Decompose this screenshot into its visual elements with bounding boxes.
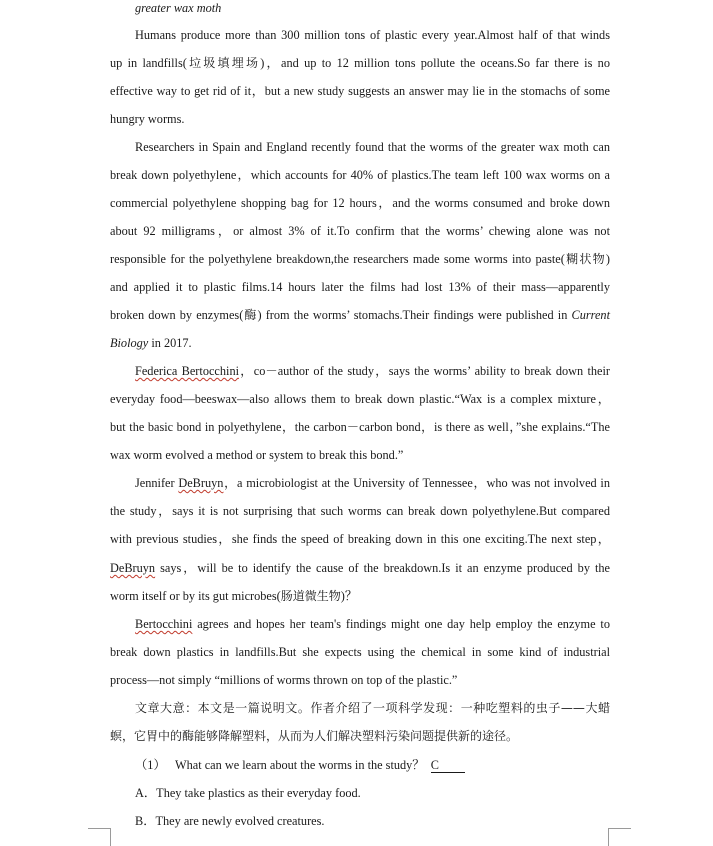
- text-span: in 2017.: [148, 336, 192, 350]
- text-line: break down plastics in landfills.But she expects using the chemical in some kind of industrial: [110, 645, 610, 659]
- text-line: [135, 363, 610, 379]
- text-line: [135, 475, 610, 491]
- text-span: Jennifer: [135, 476, 179, 490]
- journal-name: Current: [571, 308, 610, 322]
- chinese-gloss: 肠道微生物: [280, 589, 341, 603]
- text-line: [110, 251, 610, 267]
- answer-blank: C: [431, 758, 465, 773]
- text-line: hungry worms.: [110, 112, 185, 126]
- text-span: )？: [340, 589, 358, 603]
- text-span: worm itself or by its gut microbes(: [110, 589, 281, 603]
- text-line: and applied it to plastic films.14 hours later the films had lost 13% of their mass—apparently: [110, 280, 610, 294]
- summary-line: 文章大意：本文是一篇说明文。作者介绍了一项科学发现：一种吃塑料的虫子——大蜡: [135, 701, 610, 715]
- text-line: with previous studies，she finds the speed of breaking down in this one exciting.The next step，: [110, 532, 610, 546]
- text-line: [110, 335, 610, 351]
- summary-line: 螟，它胃中的酶能够降解塑料，从而为人们解决塑料污染问题提供新的途径。: [110, 729, 519, 743]
- text-span: agrees and hopes her team's findings might one day help employ the enzyme to: [192, 617, 610, 631]
- question-line: [135, 757, 610, 773]
- margin-corner-mark: [88, 828, 111, 846]
- spellcheck-name: DeBruyn: [178, 476, 224, 490]
- question-stem: What can we learn about the worms in the study？: [174, 758, 425, 772]
- text-line: [135, 616, 610, 632]
- text-line: [110, 55, 610, 71]
- text-line: break down polyethylene，which accounts for 40% of plastics.The team left 100 wax worms on a: [110, 168, 610, 182]
- chinese-gloss: 糊状物: [564, 252, 606, 266]
- text-line: [110, 588, 610, 604]
- option-b: B．They are newly evolved creatures.: [135, 814, 325, 828]
- text-line: greater wax moth: [135, 1, 222, 15]
- spellcheck-name: Bertocchini: [135, 617, 193, 631]
- spellcheck-name: DeBruyn: [110, 561, 156, 575]
- text-line: [110, 560, 610, 576]
- chinese-gloss: 垃圾填埋场: [186, 56, 261, 70]
- text-span: ) from the worms’ stomachs.Their findings were published in: [257, 308, 572, 322]
- text-span: ): [260, 56, 265, 70]
- question-number: （1）: [135, 758, 166, 772]
- text-line: everyday food—beeswax—also allows them to break down plastic.“Wax is a complex mixture，: [110, 392, 610, 406]
- text-line: [110, 307, 610, 323]
- text-span: ，a microbiologist at the University of Tennessee，who was not involved in: [223, 476, 610, 490]
- text-line: Researchers in Spain and England recently found that the worms of the greater wax moth can: [135, 140, 610, 154]
- spellcheck-name: Federica Bertocchini: [135, 364, 240, 378]
- text-line: effective way to get rid of it，but a new study suggests an answer may lie in the stomachs of some: [110, 84, 610, 98]
- text-span: ，and up to 12 million tons pollute the oceans.So far there is no: [264, 56, 610, 70]
- text-span: broken down by enzymes(: [110, 308, 244, 322]
- text-line: but the basic bond in polyethylene，the carbon－carbon bond，is there as well，”she explains.“The: [110, 420, 610, 434]
- text-line: the study，says it is not surprising that such worms can break down polyethylene.But compared: [110, 504, 610, 518]
- margin-corner-mark: [608, 828, 631, 846]
- text-line: process—not simply “millions of worms thrown on top of the plastic.”: [110, 673, 458, 687]
- text-line: commercial polyethylene shopping bag for 12 hours，and the worms consumed and broke down: [110, 196, 610, 210]
- text-line: about 92 milligrams，or almost 3% of it.To confirm that the worms’ chewing alone was not: [110, 224, 610, 238]
- chinese-gloss: 酶: [243, 308, 258, 322]
- text-span: ): [605, 252, 610, 266]
- text-line: wax worm evolved a method or system to break this bond.”: [110, 448, 404, 462]
- text-span: responsible for the polyethylene breakdown,the researchers made some worms into paste(: [110, 252, 565, 266]
- text-span: says，will be to identify the cause of the breakdown.Is it an enzyme produced by the: [155, 561, 610, 575]
- text-span: up in landfills(: [110, 56, 187, 70]
- text-span: ，co－author of the study，says the worms’ ability to break down their: [239, 364, 610, 378]
- text-line: Humans produce more than 300 million tons of plastic every year.Almost half of that winds: [135, 28, 610, 42]
- option-a: A．They take plastics as their everyday food.: [135, 786, 361, 800]
- journal-name: Biology: [110, 336, 149, 350]
